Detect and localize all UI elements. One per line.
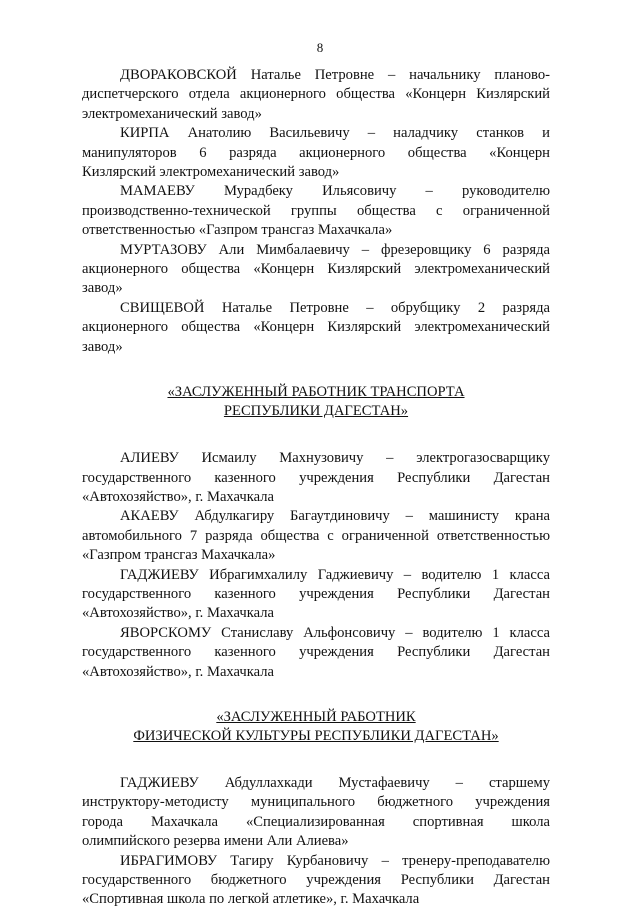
award-entry <box>82 66 550 124</box>
page-number: 8 <box>316 40 324 55</box>
entry-line: автомобильного 7 разряда общества с ограниченной ответственностью <box>82 527 550 544</box>
award-entry <box>82 507 550 565</box>
entry-line: акционерного общества «Концерн Кизлярский электромеханический <box>82 261 550 278</box>
entry-line: инструктору-методисту муниципального бюджетного учреждения <box>82 794 550 811</box>
entry-line: «Автохозяйство», г. Махачкала <box>82 663 275 680</box>
award-entry <box>82 124 550 182</box>
entry-first-line: СВИЩЕВОЙ Наталье Петровне – обрубщику 2 разряда <box>120 299 550 316</box>
entry-line: диспетчерского отдела акционерного общества «Концерн Кизлярский <box>82 86 550 103</box>
entry-line: «Спортивная школа по легкой атлетике», г. Махачкала <box>82 891 420 908</box>
award-entry <box>82 852 550 910</box>
entry-first-line: ЯВОРСКОМУ Станиславу Альфонсовичу – водителю 1 класса <box>120 624 550 641</box>
section-heading-line: «ЗАСЛУЖЕННЫЙ РАБОТНИК <box>216 708 416 725</box>
entry-line: Кизлярский электромеханический завод» <box>82 164 340 181</box>
entry-line: «Автохозяйство», г. Махачкала <box>82 605 275 622</box>
entry-first-line: АЛИЕВУ Исмаилу Махнузовичу – электрогазосварщику <box>120 450 550 467</box>
entry-line: «Газпром трансгаз Махачкала» <box>82 547 276 564</box>
entry-line: ответственностью «Газпром трансгаз Махачкала» <box>82 222 393 239</box>
entry-line: акционерного общества «Концерн Кизлярский электромеханический <box>82 319 550 336</box>
entry-line: завод» <box>82 338 123 355</box>
award-entry <box>82 624 550 682</box>
award-entry <box>82 566 550 624</box>
award-entry <box>82 241 550 299</box>
entry-line: государственного казенного учреждения Республики Дагестан <box>82 585 550 602</box>
award-entry <box>82 774 550 852</box>
entry-line: государственного бюджетного учреждения Республики Дагестан <box>82 872 550 888</box>
entry-line: производственно-технической группы общества с ограниченной <box>82 202 550 219</box>
section-heading-line: РЕСПУБЛИКИ ДАГЕСТАН» <box>223 403 409 420</box>
entry-line: олимпийского резерва имени Али Алиева» <box>82 833 349 850</box>
document-body <box>82 66 550 910</box>
entry-first-line: КИРПА Анатолию Васильевичу – наладчику станков и <box>120 125 550 142</box>
entry-line: государственного казенного учреждения Республики Дагестан <box>82 644 550 661</box>
entry-first-line: ДВОРАКОВСКОЙ Наталье Петровне – начальнику планово- <box>120 67 550 83</box>
entry-line: «Автохозяйство», г. Махачкала <box>82 488 275 505</box>
award-entry <box>82 449 550 507</box>
award-entry <box>82 182 550 240</box>
entry-line: электромеханический завод» <box>82 105 262 122</box>
entry-first-line: АКАЕВУ Абдулкагиру Багаутдиновичу – машинисту крана <box>120 508 550 525</box>
entry-first-line: ИБРАГИМОВУ Тагиру Курбановичу – тренеру-преподавателю <box>120 852 550 869</box>
entry-first-line: МАМАЕВУ Мурадбеку Ильясовичу – руководителю <box>120 183 550 200</box>
section-heading-line: «ЗАСЛУЖЕННЫЙ РАБОТНИК ТРАНСПОРТА <box>167 384 465 401</box>
entry-line: государственного казенного учреждения Республики Дагестан <box>82 469 550 486</box>
entry-first-line: ГАДЖИЕВУ Ибрагимхалилу Гаджиевичу – водителю 1 класса <box>120 566 550 583</box>
entry-line: завод» <box>82 280 123 297</box>
section-heading <box>82 708 550 746</box>
section-heading <box>82 383 550 421</box>
entry-first-line: ГАДЖИЕВУ Абдуллахкади Мустафаевичу – старшему <box>120 774 550 791</box>
entry-line: города Махачкала «Специализированная спортивная школа <box>82 813 550 830</box>
entry-line: манипуляторов 6 разряда акционерного общества «Концерн <box>82 144 550 161</box>
award-entry <box>82 299 550 357</box>
section-heading-line: ФИЗИЧЕСКОЙ КУЛЬТУРЫ РЕСПУБЛИКИ ДАГЕСТАН» <box>133 727 499 744</box>
entry-first-line: МУРТАЗОВУ Али Мимбалаевичу – фрезеровщику 6 разряда <box>120 241 550 258</box>
